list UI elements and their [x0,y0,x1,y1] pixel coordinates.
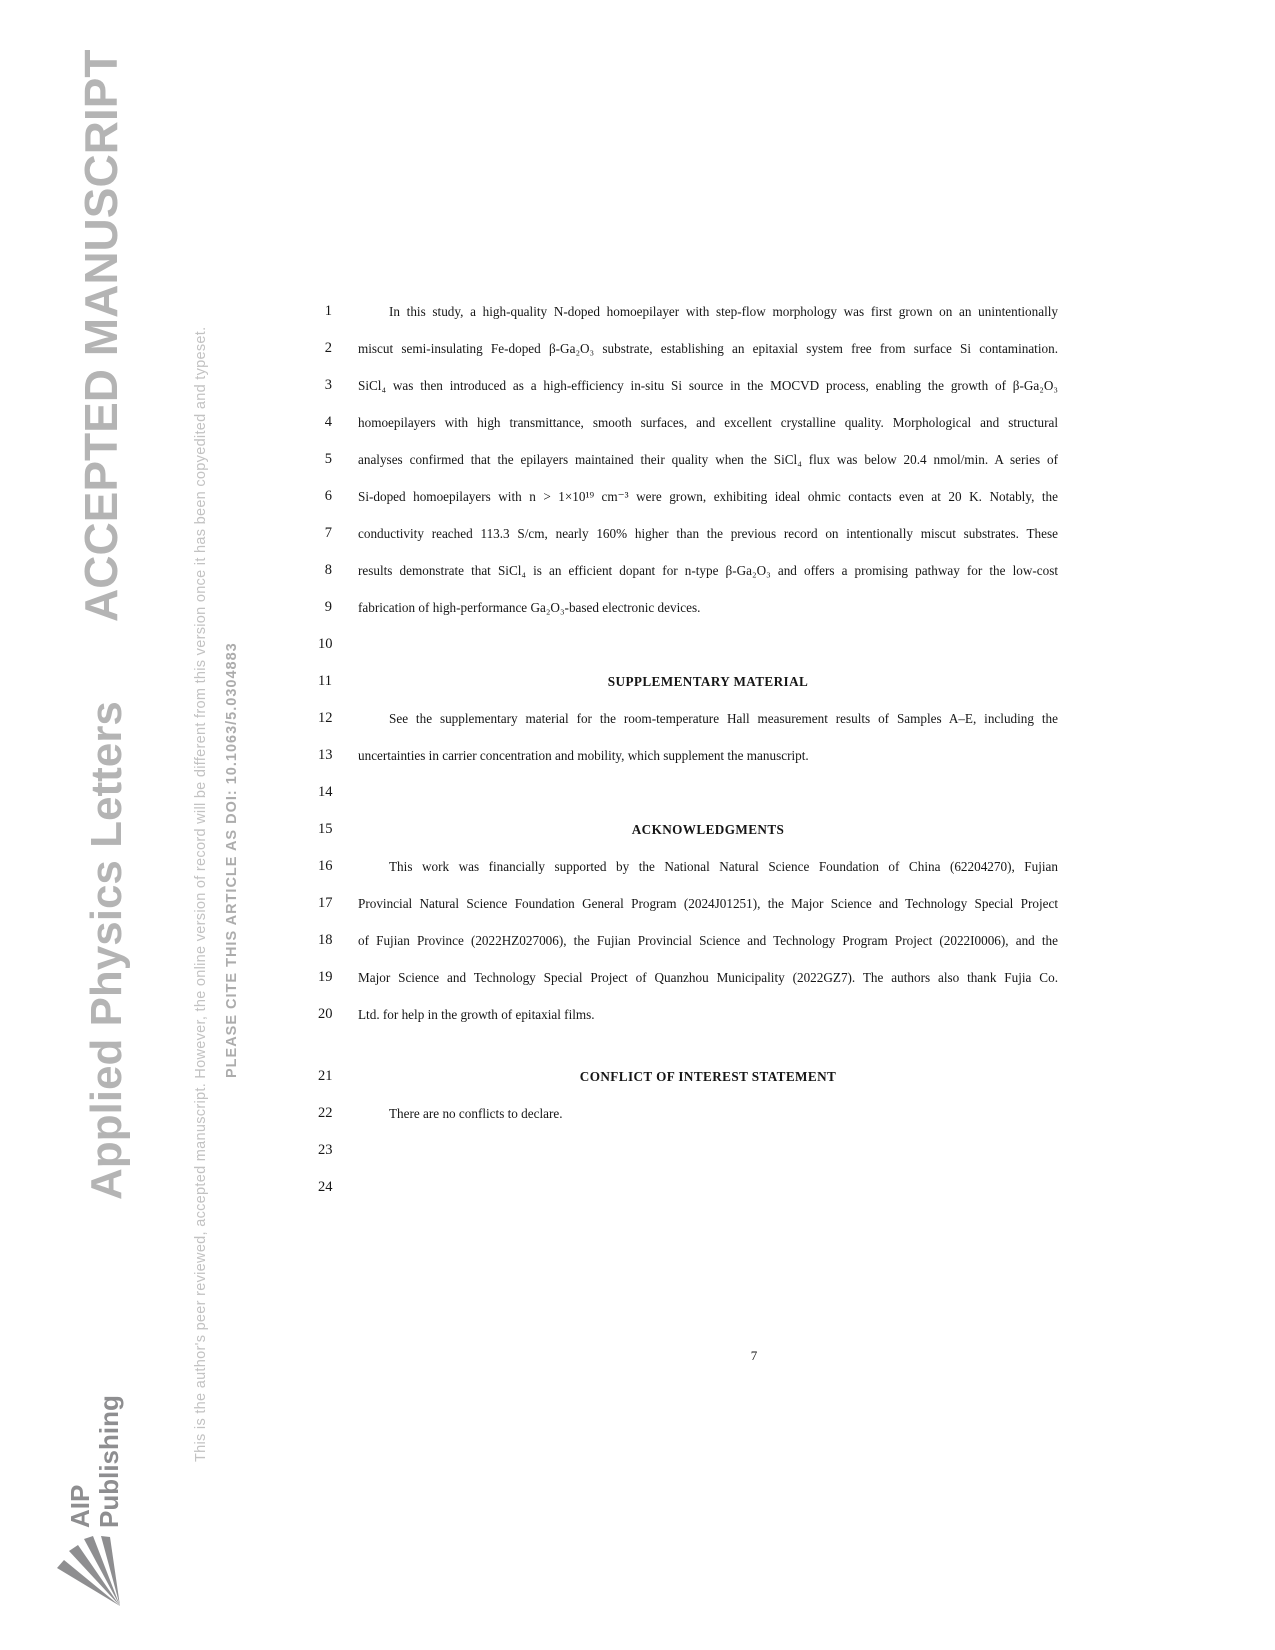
line-row [318,441,1058,478]
line-number: 7 [324,525,332,541]
page-number: 7 [750,1348,758,1363]
line-row [318,959,1058,996]
line-row [318,330,1058,367]
line-number: 12 [318,710,333,726]
line-row [318,552,1058,589]
line-text: analyses confirmed that the epilayers maintained their quality when the SiCl₄ flux was below 20.4 nmol/min. A series of [358,452,1058,467]
line-text: results demonstrate that SiCl₄ is an efficient dopant for n-type β-Ga₂O₃ and offers a promising pathway for the low-cost [358,563,1058,578]
line-number: 13 [318,747,333,763]
line-row [318,737,1058,774]
aip-fan-logo-icon [57,1536,123,1608]
line-row [318,885,1058,922]
line-text: fabrication of high-performance Ga₂O₃-based electronic devices. [358,600,701,615]
line-row [318,478,1058,515]
line-text [358,1132,1058,1169]
line-text: CONFLICT OF INTEREST STATEMENT [579,1069,837,1084]
line-row [318,663,1058,700]
line-number: 15 [318,821,333,837]
line-number: 19 [318,969,333,985]
line-number: 5 [324,451,332,467]
journal-title-watermark: Applied Physics Letters [82,701,131,1200]
line-text: SiCl₄ was then introduced as a high-efficiency in-situ Si source in the MOCVD process, enabling the growth of β-Ga₂O₃ [358,378,1058,393]
line-number: 3 [324,377,332,393]
line-number: 11 [318,673,332,689]
line-number: 22 [318,1105,333,1121]
line-text [358,1169,1058,1206]
line-text: SUPPLEMENTARY MATERIAL [607,674,809,689]
publisher-name-line1: AIP [65,1484,95,1528]
line-row [318,996,1058,1033]
peer-review-disclaimer: This is the author's peer reviewed, accepted manuscript. However, the online version of record will be different from this version once it has been copyedited and typeset. [193,326,209,1462]
line-text: Major Science and Technology Special Project of Quanzhou Municipality (2022GZ7). The authors also thank Fujia Co. [358,970,1058,985]
line-number: 4 [324,414,332,430]
line-number: 17 [318,895,333,911]
line-number: 21 [318,1068,333,1084]
line-number: 6 [324,488,332,504]
line-number: 23 [318,1142,333,1158]
line-text: uncertainties in carrier concentration and mobility, which supplement the manuscript. [358,748,809,763]
line-number: 16 [318,858,333,874]
line-text: See the supplementary material for the room-temperature Hall measurement results of Samples A–E, including the [389,711,1058,726]
line-text: This work was financially supported by the National Natural Science Foundation of China (62204270), Fujian [389,859,1058,874]
line-row [318,922,1058,959]
line-text: Provincial Natural Science Foundation General Program (2024J01251), the Major Science and Technology Special Project [358,896,1058,911]
line-text [358,774,1058,811]
line-number: 18 [318,932,333,948]
line-row [318,1132,1058,1169]
line-row [318,626,1058,663]
line-text: In this study, a high-quality N-doped homoepilayer with step-flow morphology was first grown on an unintentionally [389,304,1058,319]
line-row [318,293,1058,330]
line-text: homoepilayers with high transmittance, smooth surfaces, and excellent crystalline quality. Morphological and structural [358,415,1058,430]
line-row [318,1169,1058,1206]
line-number: 1 [324,303,332,319]
line-text: ACKNOWLEDGMENTS [631,822,785,837]
line-row [318,848,1058,885]
line-number: 14 [318,784,333,800]
line-row [318,811,1058,848]
manuscript-lines [318,293,1058,1206]
publisher-logo-text [66,1395,124,1528]
line-number: 8 [324,562,332,578]
line-text: Ltd. for help in the growth of epitaxial films. [358,1007,595,1022]
line-text: There are no conflicts to declare. [389,1106,563,1121]
line-row [318,515,1058,552]
accepted-manuscript-watermark: ACCEPTED MANUSCRIPT [75,49,127,622]
line-number: 10 [318,636,333,652]
line-number: 20 [318,1006,333,1022]
line-text: of Fujian Province (2022HZ027006), the Fujian Provincial Science and Technology Program Project (2022I0006), and the [358,933,1058,948]
line-number: 24 [318,1179,333,1195]
line-text: Si-doped homoepilayers with n > 1×10¹⁹ cm⁻³ were grown, exhibiting ideal ohmic contacts even at 20 K. Notably, the [358,489,1058,504]
line-number: 2 [324,340,332,356]
line-text [358,626,1058,663]
line-text: conductivity reached 113.3 S/cm, nearly 160% higher than the previous record on intentionally miscut substrates. These [358,526,1058,541]
line-row [318,367,1058,404]
line-number: 9 [324,599,332,615]
line-row [318,589,1058,626]
line-text: miscut semi-insulating Fe-doped β-Ga₂O₃ substrate, establishing an epitaxial system free from surface Si contamination. [358,341,1058,356]
line-row [318,774,1058,811]
doi-citation-notice: PLEASE CITE THIS ARTICLE AS DOI: 10.1063/5.0304883 [224,642,240,1078]
publisher-name-line2: Publishing [94,1395,124,1528]
line-row [318,404,1058,441]
line-row [318,1058,1058,1095]
line-row [318,1095,1058,1132]
line-row [318,700,1058,737]
